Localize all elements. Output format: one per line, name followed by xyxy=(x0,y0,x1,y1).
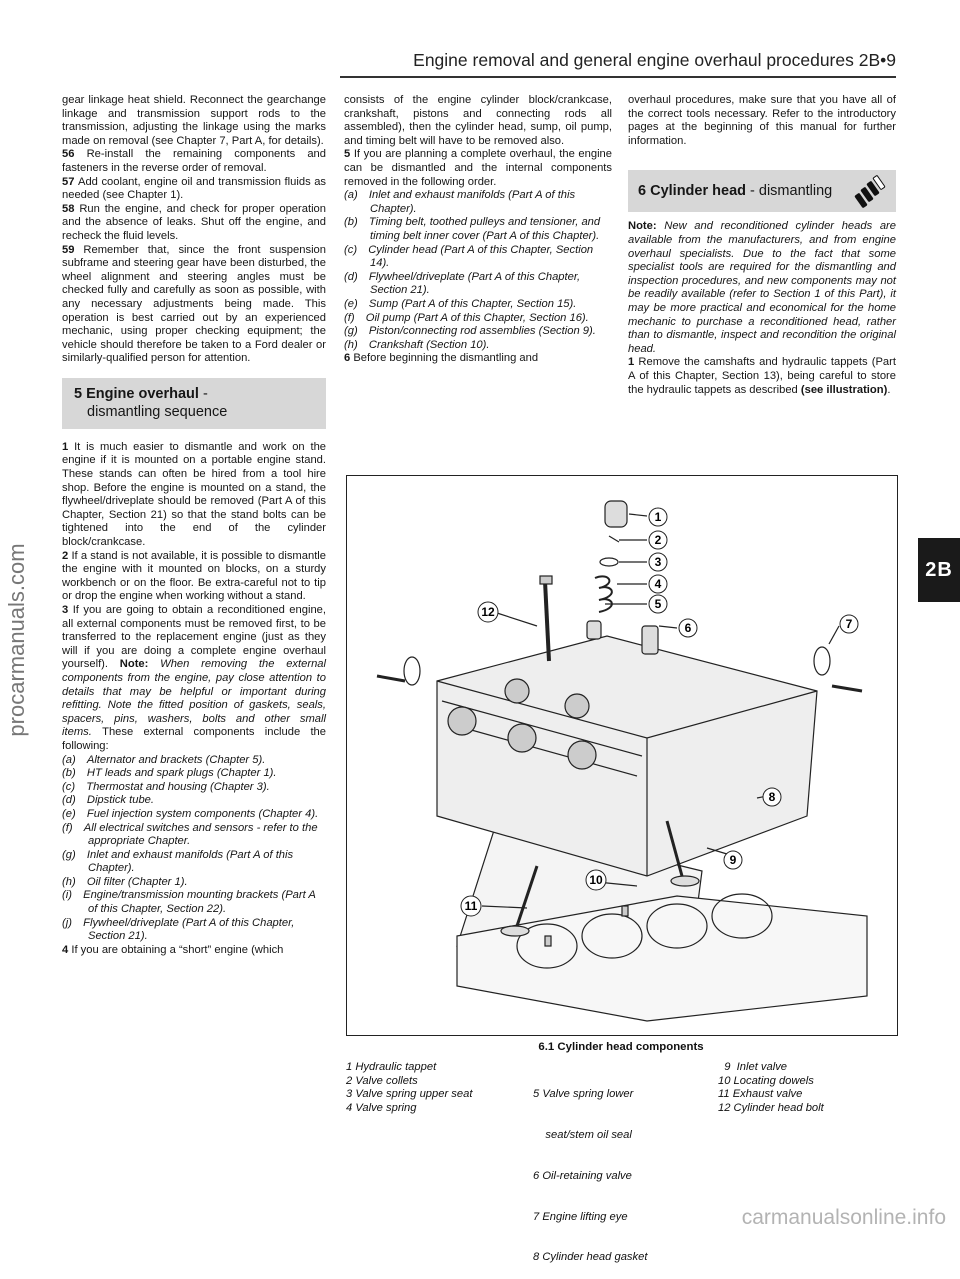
cylinder-head-illustration xyxy=(346,475,898,1036)
dismantling-order-list xyxy=(344,189,612,352)
legend-item: 1 Hydraulic tappet xyxy=(346,1061,437,1073)
step-end: . xyxy=(887,383,891,396)
step-58 xyxy=(62,203,326,244)
callout-label: 9 xyxy=(729,853,737,867)
list-item: (d) Dipstick tube. xyxy=(62,794,155,807)
exploded-view-drawing xyxy=(347,476,897,1035)
step-text: Re-install the remaining components and fasteners in the reverse order of removal. xyxy=(62,148,326,174)
list-item: (c) Thermostat and housing (Chapter 3). xyxy=(62,780,270,793)
list-item: (e) Fuel injection system components (Chapter 4). xyxy=(62,807,319,820)
step-5 xyxy=(344,148,612,189)
callout-5 xyxy=(649,595,667,613)
callout-label: 1 xyxy=(654,510,662,524)
external-components-list xyxy=(62,754,326,944)
side-watermark xyxy=(2,540,32,740)
section-dash: - xyxy=(202,385,208,402)
paragraph: consists of the engine cylinder block/crankcase, crankshaft, pistons and connecting rods all assembled), then the cylinder head, sump, oil pump, and timing belt will have to be removed also. xyxy=(344,94,612,147)
paragraph: gear linkage heat shield. Reconnect the gearchange linkage and transmission support rods to the transmission, adjusting the linkage using the marks made on removal (see Chapter 7, Part A, for details). xyxy=(62,94,326,147)
legend-item: 3 Valve spring upper seat xyxy=(346,1088,473,1101)
list-item: (a) Alternator and brackets (Chapter 5). xyxy=(62,753,266,766)
callout-4 xyxy=(649,575,667,593)
step-number: 56 xyxy=(62,148,75,161)
step-number: 58 xyxy=(62,202,75,215)
list-item: (h) Oil filter (Chapter 1). xyxy=(62,875,188,888)
section-subtitle: - dismantling xyxy=(750,183,833,200)
note xyxy=(628,220,896,356)
step-text: Remove the camshafts and hydraulic tappets (Part A of this Chapter, Section 13), being careful to store the hydraulic tappets as described xyxy=(628,356,896,396)
illustration-ref: (see illustration) xyxy=(800,383,888,396)
note-label: Note: xyxy=(119,658,149,671)
column-2 xyxy=(344,94,612,366)
list-item: (g) Inlet and exhaust manifolds (Part A of this Chapter). xyxy=(62,848,294,875)
section-number: 5 xyxy=(74,385,83,402)
note-text: New and reconditioned cylinder heads are available from the manufacturers, and from engine overhaul specialists. Due to the fact that some specialist tools are required for the dismantling and inspection procedures, and new components may not be readily available (refer to Section 1 of this Part), it may be more practical and economical for the home mechanic to purchase a reconditioned head, rather than to dismantle, inspect and recondition the original head. xyxy=(628,220,897,355)
callout-label: 4 xyxy=(654,577,662,591)
list-item: (f) All electrical switches and sensors - refer to the appropriate Chapter. xyxy=(62,821,318,848)
step-2 xyxy=(62,550,326,604)
section-title: Engine overhaul xyxy=(86,385,199,402)
chapter-tab: 2B xyxy=(918,538,960,602)
legend-item: 11 Exhaust valve xyxy=(718,1088,803,1101)
legend-column-1 xyxy=(346,1061,472,1115)
column-1 xyxy=(62,94,326,957)
list-item: (f) Oil pump (Part A of this Chapter, Section 16). xyxy=(344,311,589,324)
step-text: Add coolant, engine oil and transmission fluids as needed (see Chapter 1). xyxy=(62,175,327,202)
list-item: (b) HT leads and spark plugs (Chapter 1). xyxy=(62,767,277,780)
step-number: 3 xyxy=(62,604,69,616)
paragraph: overhaul procedures, make sure that you have all of the correct tools necessary. Refer to the introductory pages at the beginning of this manual for further information. xyxy=(628,94,896,147)
callout-6 xyxy=(679,619,697,637)
step-text: Before beginning the dismantling and xyxy=(353,352,539,365)
section-title: Cylinder head xyxy=(650,183,746,200)
list-item: (e) Sump (Part A of this Chapter, Section 15). xyxy=(344,297,577,310)
list-item: (g) Piston/connecting rod assemblies (Section 9). xyxy=(344,325,596,338)
step-57 xyxy=(62,176,326,203)
section-subtitle: dismantling sequence xyxy=(87,403,228,420)
step-number: 59 xyxy=(62,243,75,256)
step-1 xyxy=(62,441,326,550)
legend-item: 2 Valve collets xyxy=(346,1074,418,1087)
step-number: 2 xyxy=(62,549,69,562)
callout-label: 5 xyxy=(654,597,662,611)
page-header xyxy=(340,46,896,76)
difficulty-spanner-icon xyxy=(852,170,888,212)
column-3 xyxy=(628,94,896,397)
note-label: Note: xyxy=(628,220,657,233)
callout-2 xyxy=(649,531,667,549)
step-number: 57 xyxy=(62,175,75,188)
section-number: 6 xyxy=(638,183,647,200)
callout-12 xyxy=(478,602,498,622)
step-3 xyxy=(62,604,326,754)
callout-8 xyxy=(763,788,781,806)
step-text: If you are obtaining a “short” engine (which xyxy=(71,943,284,956)
header-title: Engine removal and general engine overhaul procedures 2B•9 xyxy=(413,50,896,70)
section-5-heading xyxy=(62,378,326,429)
step-number: 1 xyxy=(628,356,635,369)
legend-item: seat/stem oil seal xyxy=(533,1128,632,1141)
legend-item: 10 Locating dowels xyxy=(718,1074,814,1087)
legend-item: 6 Oil-retaining valve xyxy=(533,1169,632,1182)
legend-column-3 xyxy=(718,1061,824,1115)
callout-label: 2 xyxy=(654,533,662,547)
step-1 xyxy=(628,356,896,397)
callout-label: 12 xyxy=(481,605,495,619)
list-item: (b) Timing belt, toothed pulleys and tensioner, and timing belt inner cover (Part A of this Chapter). xyxy=(344,216,601,242)
step-number: 5 xyxy=(344,148,351,161)
section-6-heading xyxy=(628,170,896,212)
list-item: (j) Flywheel/driveplate (Part A of this Chapter, Section 21). xyxy=(62,916,295,943)
callout-label: 3 xyxy=(654,555,662,569)
list-item: (a) Inlet and exhaust manifolds (Part A of this Chapter). xyxy=(344,189,576,215)
legend-column-2 xyxy=(533,1061,647,1279)
step-59 xyxy=(62,244,326,366)
callout-label: 11 xyxy=(464,899,478,913)
step-number: 1 xyxy=(62,440,69,453)
figure-caption: 6.1 Cylinder head components xyxy=(538,1041,704,1053)
section-heading-text xyxy=(638,182,832,200)
legend-item: 9 Inlet valve xyxy=(718,1061,788,1073)
list-item: (i) Engine/transmission mounting brackets (Part A of this Chapter, Section 22). xyxy=(62,889,316,916)
legend-item: 8 Cylinder head gasket xyxy=(533,1251,648,1264)
callout-label: 8 xyxy=(768,790,776,804)
callout-label: 6 xyxy=(684,621,692,635)
legend-item: 12 Cylinder head bolt xyxy=(718,1101,824,1114)
step-56 xyxy=(62,148,326,175)
callout-11 xyxy=(461,896,481,916)
step-text: If you are going to obtain a reconditioned engine, all external components must be removed first, to be transferred to the replacement engine (just as they will if you are doing a complete engine overhaul yourself). xyxy=(62,604,326,671)
note-text: When removing the external components from the engine, pay close attention to details that may be helpful or important during refitting. Note the fitted position of gaskets, seals, spacers, pins, washers, bolts and other small items. xyxy=(62,658,327,739)
step-text: If you are planning a complete overhaul, the engine can be dismantled and the internal components removed in the following order. xyxy=(344,148,612,188)
note-after: These external components include the following: xyxy=(62,726,327,752)
legend-item: 5 Valve spring lower xyxy=(533,1088,634,1101)
step-text: If a stand is not available, it is possible to dismantle the engine with it mounted on blocks, on a sturdy workbench or on the floor. Be extra-careful not to tip or drop the engine when working without a stand. xyxy=(62,549,327,603)
step-number: 4 xyxy=(62,943,69,956)
callout-label: 7 xyxy=(845,617,853,631)
list-item: (h) Crankshaft (Section 10). xyxy=(344,338,490,351)
list-item: (c) Cylinder head (Part A of this Chapter, Section 14). xyxy=(344,243,594,270)
callout-3 xyxy=(649,553,667,571)
legend-item: 4 Valve spring xyxy=(346,1101,417,1114)
step-text: It is much easier to dismantle and work on the engine if it is mounted on a portable engine stand. These stands can often be hired from a tool hire shop. Before the engine is mounted on a stand, the flywheel/driveplate should be removed (Part A of this Chapter, Section 21) so that the stand bolts can be tightened into the end of the cylinder block/crankcase. xyxy=(62,440,327,549)
callout-label: 10 xyxy=(589,873,603,887)
callout-10 xyxy=(586,870,606,890)
step-6 xyxy=(344,352,612,366)
legend-item: 7 Engine lifting eye xyxy=(533,1210,628,1223)
step-4 xyxy=(62,944,326,958)
bottom-watermark: carmanualsonline.info xyxy=(741,1206,946,1229)
step-number: 6 xyxy=(344,352,351,365)
header-rule xyxy=(340,76,896,78)
side-watermark-text: procarmanuals.com xyxy=(4,543,29,737)
callout-9 xyxy=(724,851,742,869)
step-text: Remember that, since the front suspension subframe and steering gear have been disturbed, the wheel alignment and steering angles must be checked fully and carefully as soon as possible, with any necessary adjustments being made. This operation is best carried out by an experienced mechanic, using proper checking equipment; the vehicle should therefore be taken to a Ford dealer or similarly-qualified person for attention. xyxy=(62,243,327,365)
list-item: (d) Flywheel/driveplate (Part A of this Chapter, Section 21). xyxy=(344,270,581,297)
step-text: Run the engine, and check for proper operation and the absence of leaks. Shut off the engine, and recheck the fluid levels. xyxy=(62,202,326,242)
callout-1 xyxy=(649,508,667,526)
callout-7 xyxy=(840,615,858,633)
